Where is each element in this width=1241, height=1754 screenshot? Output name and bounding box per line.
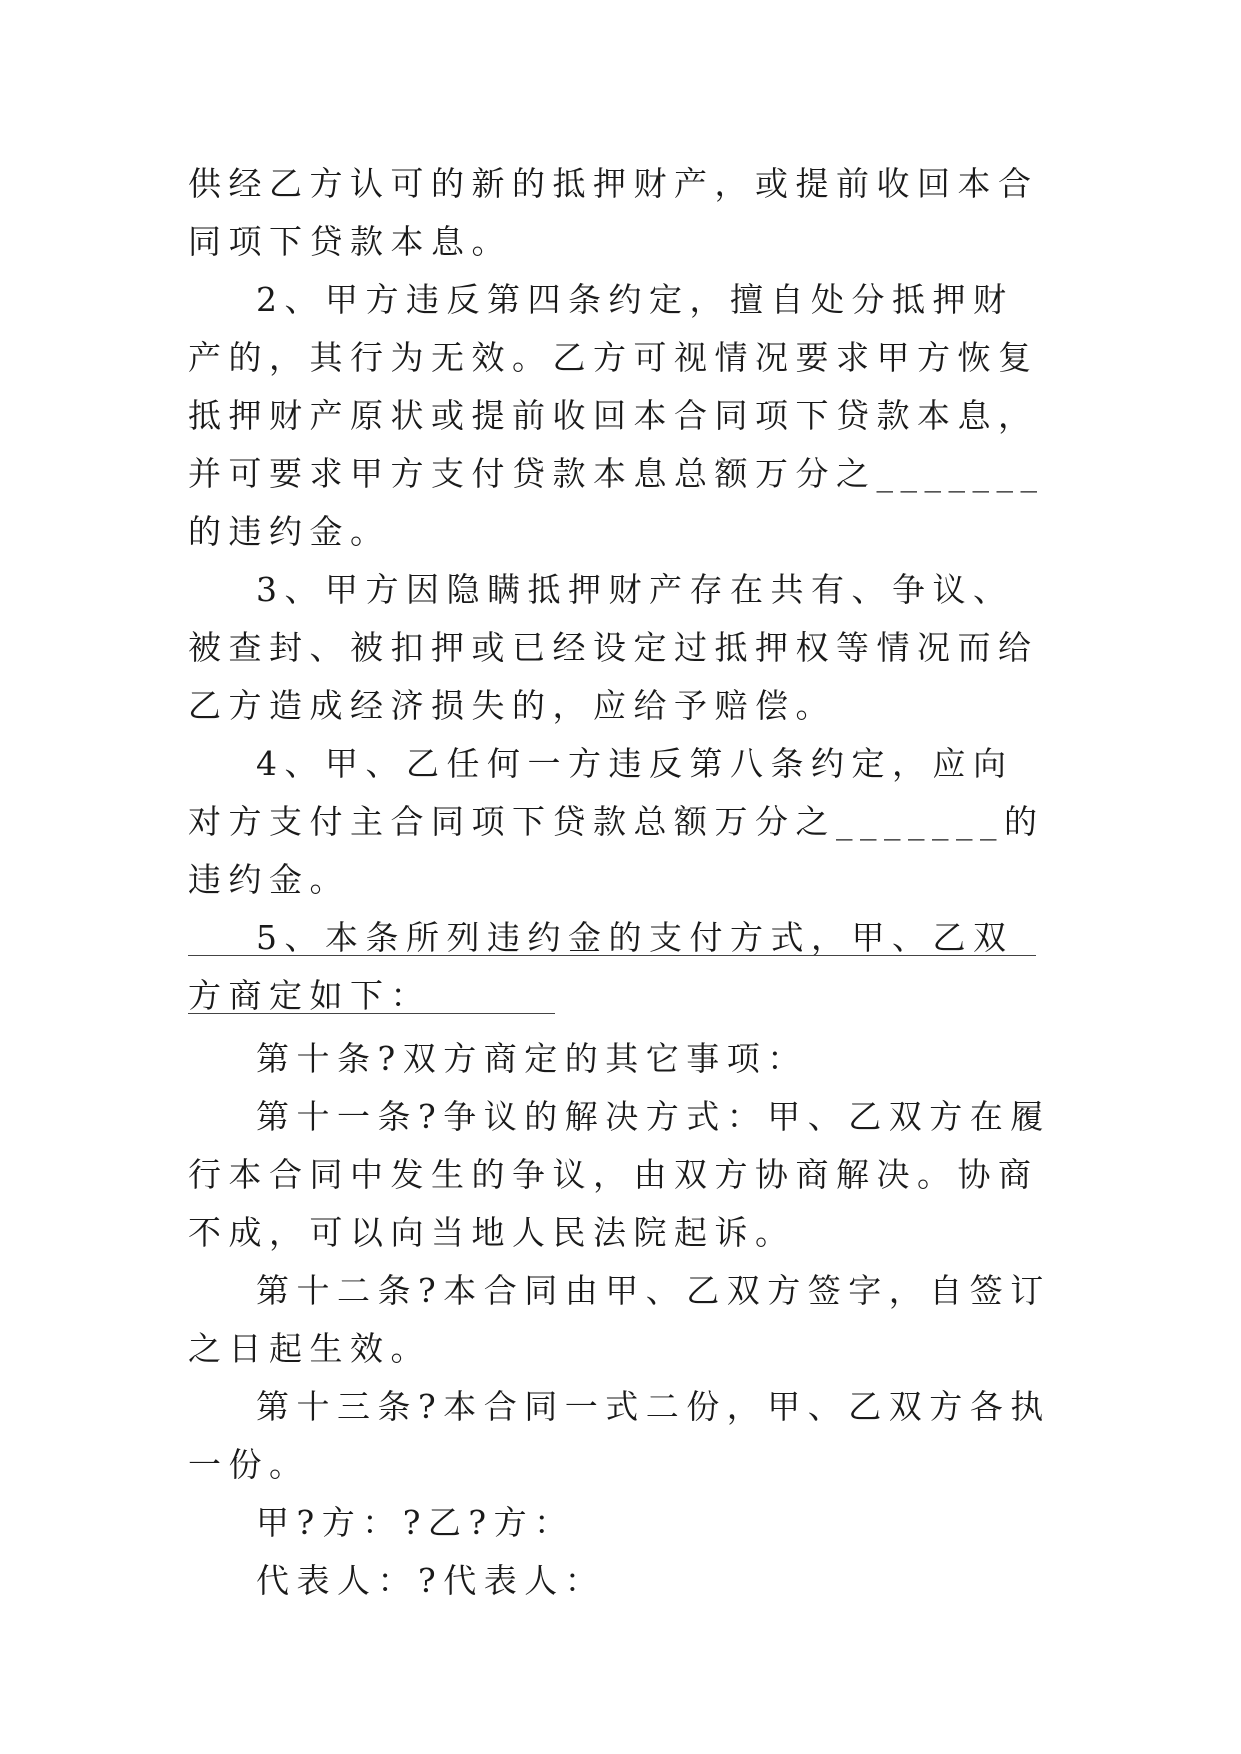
paragraph-clause-2: 2、甲方违反第四条约定，擅自处分抵押财产的，其行为无效。乙方可视情况要求甲方恢复抵押财产原状或提前收回本合同项下贷款本息，并可要求甲方支付贷款本息总额万分之_______的违约金。 <box>188 280 1045 551</box>
blank-fill-line <box>188 955 1036 956</box>
paragraph-clause-5: 5、本条所列违约金的支付方式，甲、乙双方商定如下： <box>188 918 1014 1015</box>
signature-parties: 甲?方：?乙?方： <box>256 1503 575 1542</box>
article-13: 第十三条?本合同一式二份，甲、乙双方各执一份。 <box>188 1387 1051 1484</box>
blank-fill-line-short <box>188 1013 555 1014</box>
article-11: 第十一条?争议的解决方式：甲、乙双方在履行本合同中发生的争议，由双方协商解决。协商不成，可以向当地人民法院起诉。 <box>188 1097 1051 1252</box>
contract-body-lower <box>188 1030 1053 1610</box>
article-10: 第十条?双方商定的其它事项： <box>256 1039 808 1078</box>
paragraph-clause-4: 4、甲、乙任何一方违反第八条约定，应向对方支付主合同项下贷款总额万分之_______的违约金。 <box>188 744 1045 899</box>
paragraph-clause-3: 3、甲方因隐瞒抵押财产存在共有、争议、被查封、被扣押或已经设定过抵押权等情况而给乙方造成经济损失的，应给予赔偿。 <box>188 570 1039 725</box>
paragraph-clause-continuation: 供经乙方认可的新的抵押财产，或提前收回本合同项下贷款本息。 <box>188 164 1039 261</box>
contract-body-upper <box>188 155 1053 1025</box>
article-12: 第十二条?本合同由甲、乙双方签字，自签订之日起生效。 <box>188 1271 1051 1368</box>
signature-representatives: 代表人：?代表人： <box>256 1561 606 1600</box>
